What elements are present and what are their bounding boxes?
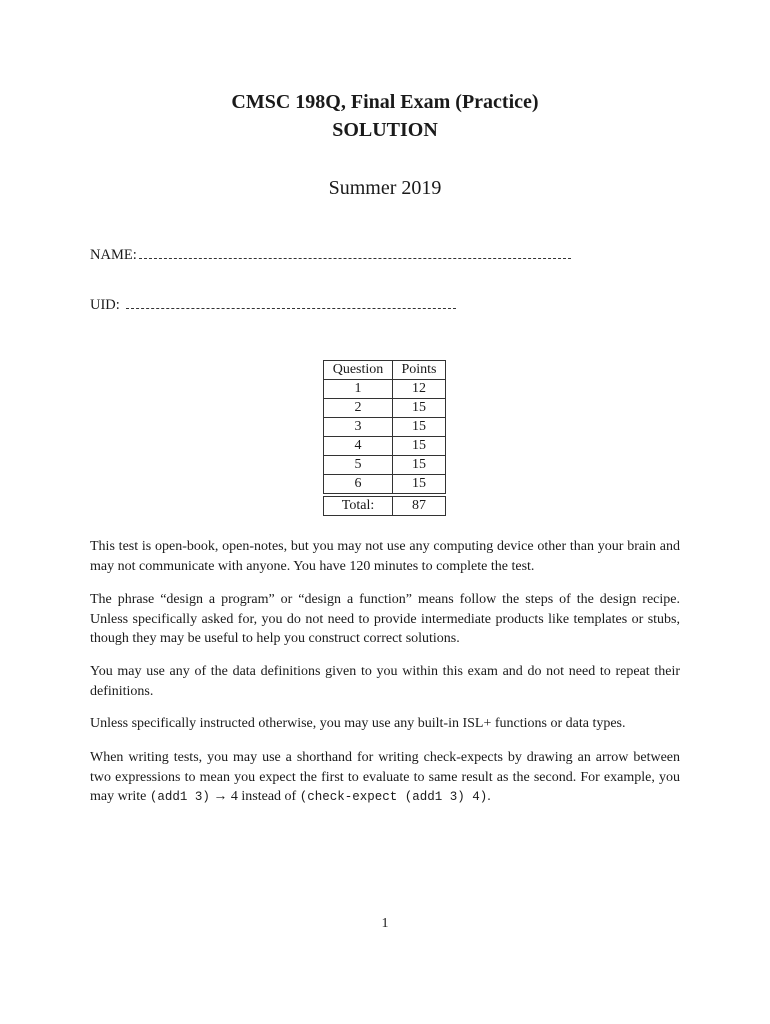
table-row	[324, 475, 446, 494]
instruction-paragraph-design-recipe: The phrase “design a program” or “design a function” means follow the steps of the design recipe. Unless specifically asked for, you do not need to provide intermediate products like templates or stubs, though they may be useful to help you construct correct solutions.	[90, 592, 680, 646]
question-points: 15	[393, 418, 446, 437]
name-field[interactable]	[90, 246, 571, 264]
total-row	[324, 497, 446, 516]
table-row	[324, 456, 446, 475]
question-number: 5	[324, 456, 393, 475]
question-number: 2	[324, 399, 393, 418]
question-number: 4	[324, 437, 393, 456]
uid-label: UID:	[90, 297, 120, 313]
instruction-paragraph-built-ins: Unless specifically instructed otherwise, you may use any built-in ISL+ functions or data types.	[90, 716, 626, 731]
instruction-paragraph-open-book: This test is open-book, open-notes, but you may not use any computing device other than your brain and may not communicate with anyone. You have 120 minutes to complete the test.	[90, 539, 680, 574]
sentence-end: .	[487, 789, 491, 804]
code-example-check-expect: (check-expect (add1 3) 4)	[299, 790, 488, 804]
column-header-question: Question	[324, 361, 393, 380]
check-expect-text: When writing tests, you may use a shorthand for writing check-expects by drawing an arrow between two expressions to mean you expect the first to evaluate to same result as the second. For example, you may write	[90, 750, 680, 804]
question-number: 3	[324, 418, 393, 437]
solution-heading: SOLUTION	[332, 119, 438, 141]
code-example-add1: (add1 3)	[149, 790, 210, 804]
question-points: 15	[393, 456, 446, 475]
name-label: NAME:	[90, 247, 137, 263]
exam-title: CMSC 198Q, Final Exam (Practice)	[231, 91, 539, 113]
table-row	[324, 399, 446, 418]
question-points: 15	[393, 399, 446, 418]
instruction-paragraph-data-definitions: You may use any of the data definitions given to you within this exam and do not need to repeat their definitions.	[90, 664, 680, 699]
question-points: 15	[393, 475, 446, 494]
score-table	[323, 360, 446, 516]
question-number: 1	[324, 380, 393, 399]
arrow-text: → 4 instead of	[209, 789, 300, 804]
table-row	[324, 437, 446, 456]
table-row	[324, 418, 446, 437]
total-label: Total:	[324, 497, 393, 516]
instruction-paragraph-check-expect	[90, 748, 680, 808]
uid-field[interactable]	[90, 296, 456, 314]
total-value: 87	[393, 497, 446, 516]
table-row	[324, 380, 446, 399]
uid-blank-line[interactable]	[126, 297, 456, 309]
page-number: 1	[381, 916, 389, 931]
question-points: 12	[393, 380, 446, 399]
name-blank-line[interactable]	[139, 247, 571, 259]
question-points: 15	[393, 437, 446, 456]
score-table-header-row	[324, 361, 446, 380]
exam-term: Summer 2019	[328, 177, 442, 199]
question-number: 6	[324, 475, 393, 494]
column-header-points: Points	[393, 361, 446, 380]
